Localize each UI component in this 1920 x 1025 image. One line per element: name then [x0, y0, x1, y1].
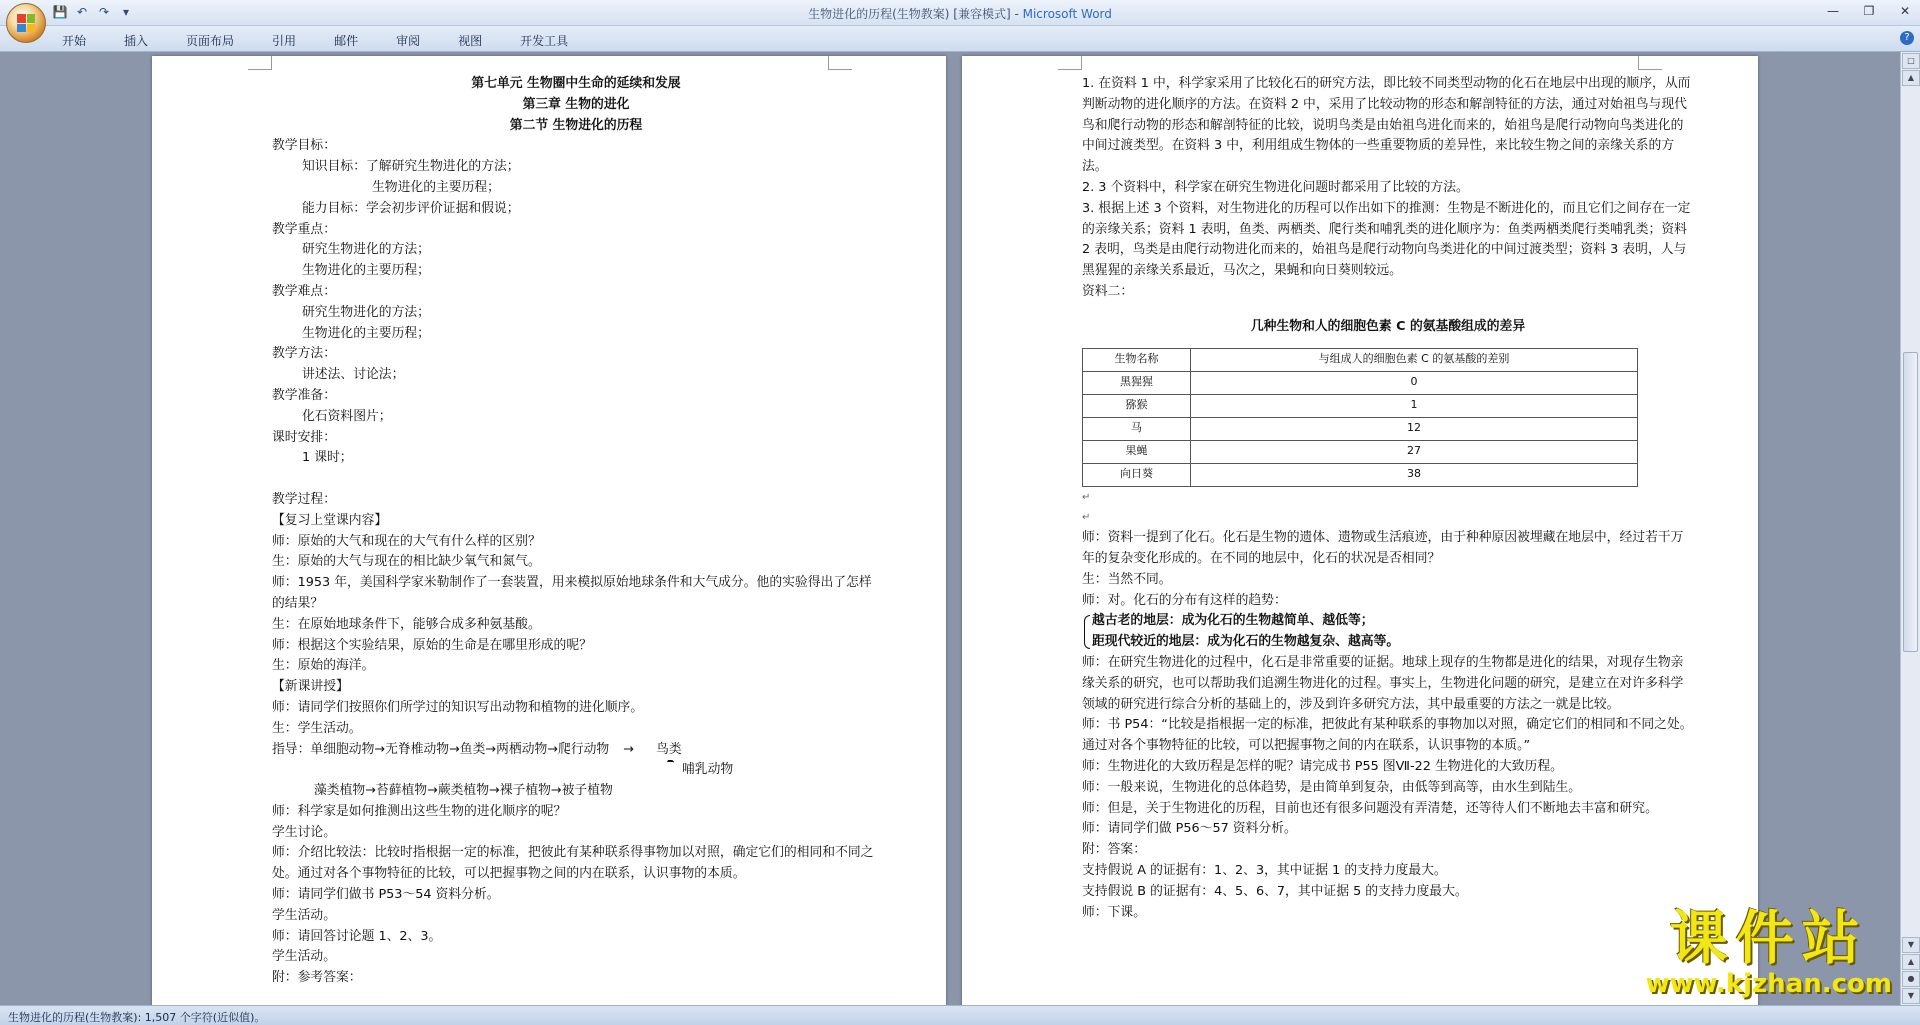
paragraph: 师：对。化石的分布有这样的趋势：	[1082, 592, 1287, 608]
next-page-icon[interactable]: ▼	[1902, 988, 1920, 1004]
minimize-icon[interactable]: —	[1827, 4, 1839, 18]
table-cell[interactable]: 12	[1191, 417, 1638, 440]
ribbon-tab[interactable]: 视图	[458, 34, 483, 48]
paragraph: 生物进化的主要历程；	[302, 263, 430, 279]
paragraph: 教学目标：	[272, 138, 336, 154]
paragraph: 师：请同学们做书 P53～54 资料分析。	[272, 887, 500, 903]
paragraph: 支持假说 A 的证据有：1、2、3，其中证据 1 的支持力度最大。	[1082, 862, 1447, 878]
table-cell[interactable]: 猕猴	[1083, 394, 1191, 417]
document-area[interactable]	[0, 52, 1900, 1005]
paragraph: 师：根据这个实验结果，原始的生命是在哪里形成的呢？	[272, 637, 592, 653]
watermark-main: 课件站	[1669, 904, 1868, 972]
customize-qat-icon[interactable]: ▾	[122, 5, 130, 19]
paragraph: 师：但是，关于生物进化的历程，目前也还有很多问题没有弄清楚，还等待人们不断地去丰富和研究。	[1082, 800, 1658, 816]
ribbon	[0, 26, 1920, 52]
save-icon[interactable]: 💾	[52, 5, 68, 19]
paragraph: 师：请回答讨论题 1、2、3。	[272, 928, 442, 944]
table-row	[1083, 417, 1638, 440]
paragraph: 生物进化的主要历程；	[302, 325, 430, 341]
paragraph: 学生活动。	[272, 949, 336, 965]
guide-mammal-text: 哺乳动物	[682, 762, 734, 778]
ribbon-tab[interactable]: 页面布局	[186, 34, 235, 48]
margin-corner-mark	[828, 56, 852, 70]
paragraph: 讲述法、讨论法；	[302, 367, 405, 383]
ruler-toggle-icon[interactable]: □	[1902, 53, 1920, 69]
guide-animal-line	[272, 740, 880, 761]
paragraph: 生：在原始地球条件下，能够合成多种氨基酸。	[272, 616, 541, 632]
ribbon-tab[interactable]: 审阅	[396, 34, 421, 48]
arrow-right-icon: →	[623, 741, 635, 757]
table-title: 几种生物和人的细胞色素 C 的氨基酸组成的差异	[1250, 318, 1526, 334]
paragraph: 师：书 P54：“比较是指根据一定的标准，把彼此有某种联系的事物加以对照，确定它们的相同和不同之处。通过对各个事物特征的比较，可以把握事物之间的内在联系，认识事物的本质。”	[1082, 717, 1693, 754]
paragraph: 生：原始的海洋。	[272, 658, 375, 674]
close-icon[interactable]: ✕	[1899, 4, 1911, 18]
status-text[interactable]: 生物进化的历程(生物教案): 1,507 个字符(近似值)。	[8, 1011, 266, 1024]
ribbon-tab[interactable]: 开发工具	[520, 34, 569, 48]
scroll-up-icon[interactable]: ▲	[1902, 70, 1920, 86]
watermark	[1645, 904, 1892, 999]
paragraph: 化石资料图片；	[302, 408, 392, 424]
brace-line: 距现代较近的地层：成为化石的生物越复杂、越高等。	[1092, 634, 1400, 650]
table-header-cell[interactable]: 与组成人的细胞色素 C 的氨基酸的差别	[1191, 348, 1638, 371]
page-1-content	[272, 74, 880, 989]
guide-animal-text: 指导：单细胞动物→无脊椎动物→鱼类→两栖动物→爬行动物	[272, 741, 610, 757]
table-cell[interactable]: 黑猩猩	[1083, 371, 1191, 394]
guide-plant-line: 藻类植物→苔藓植物→蕨类植物→裸子植物→被子植物	[314, 783, 613, 799]
paragraph	[272, 469, 880, 490]
brace-block	[1082, 611, 1694, 653]
paragraph: 第三章 生物的进化	[522, 96, 630, 112]
paragraph: 教学准备：	[272, 387, 336, 403]
select-browse-object-icon[interactable]: ●	[1902, 971, 1920, 987]
window-controls	[1822, 2, 1916, 20]
margin-corner-mark	[248, 56, 272, 70]
table-cell[interactable]: 马	[1083, 417, 1191, 440]
window-title-app: Microsoft Word	[1022, 7, 1112, 21]
empty-paragraph: ↵	[1082, 512, 1091, 524]
ribbon-tab[interactable]: 引用	[272, 34, 297, 48]
ribbon-tab[interactable]: 插入	[124, 34, 149, 48]
guide-bird-text: 鸟类	[656, 741, 682, 757]
document-page-1[interactable]	[152, 56, 946, 1005]
paragraph: 【复习上堂课内容】	[272, 512, 388, 528]
paragraph: 生：当然不同。	[1082, 571, 1172, 587]
table-header-row	[1083, 348, 1638, 371]
paragraph: 生物进化的主要历程；	[372, 179, 500, 195]
paragraph: 研究生物进化的方法；	[302, 242, 430, 258]
paragraph: 能力目标：学会初步评价证据和假说；	[302, 200, 520, 216]
cytochrome-table[interactable]	[1082, 348, 1638, 487]
scrollbar-thumb[interactable]	[1903, 352, 1918, 652]
paragraph: 师：请同学们做 P56～57 资料分析。	[1082, 821, 1297, 837]
paragraph: 学生讨论。	[272, 824, 336, 840]
document-page-2[interactable]	[962, 56, 1758, 1005]
table-cell[interactable]: 38	[1191, 463, 1638, 486]
paragraph: 师：生物进化的大致历程是怎样的呢？请完成书 P55 图Ⅶ-22 生物进化的大致历程。	[1082, 758, 1563, 774]
paragraph: 2. 3 个资料中，科学家在研究生物进化问题时都采用了比较的方法。	[1082, 179, 1469, 195]
paragraph: 第七单元 生物圈中生命的延续和发展	[471, 76, 681, 91]
paragraph: 3. 根据上述 3 个资料，对生物进化的历程可以作出如下的推测：生物是不断进化的，而且它们之间存在一定的亲缘关系；资料 1 表明，鱼类、两栖类、爬行类和哺乳类的进化顺序为：鱼类两栖类爬行类哺乳类；资料 2 表明，鸟类是由爬行动物进化而来的，始祖鸟是爬行动物向鸟类进化的中间过渡类型；资料 3 表明，人与黑猩猩的亲缘关系最近，马次之，果蝇和向日葵则较远。	[1082, 200, 1691, 279]
scroll-down-icon[interactable]: ▼	[1902, 937, 1920, 953]
ribbon-tab[interactable]: 邮件	[334, 34, 359, 48]
paragraph: 师：资料一提到了化石。化石是生物的遗体、遗物或生活痕迹，由于种种原因被埋藏在地层中，经过若干万年的复杂变化形成的。在不同的地层中，化石的状况是否相同？	[1082, 530, 1684, 566]
paragraph: 教学过程：	[272, 491, 336, 507]
table-cell[interactable]: 向日葵	[1083, 463, 1191, 486]
table-row	[1083, 440, 1638, 463]
paragraph: 资料二：	[1082, 283, 1134, 299]
paragraph: 学生活动。	[272, 907, 336, 923]
paragraph: 1 课时；	[302, 450, 353, 466]
vertical-scrollbar[interactable]	[1900, 52, 1920, 1005]
paragraph: 师：介绍比较法：比较时指根据一定的标准，把彼此有某种联系得事物加以对照，确定它们的相同和不同之处。通过对各个事物特征的比较，可以把握事物之间的内在联系，认识事物的本质。	[272, 845, 874, 882]
paragraph: 附：答案：	[1082, 842, 1146, 858]
office-button[interactable]	[6, 3, 46, 43]
ribbon-tab[interactable]: 开始	[62, 34, 87, 48]
paragraph: 第二节 生物进化的历程	[509, 117, 643, 133]
status-bar	[0, 1005, 1920, 1025]
paragraph: 支持假说 B 的证据有：4、5、6、7，其中证据 5 的支持力度最大。	[1082, 883, 1468, 899]
paragraph: 师：科学家是如何推测出这些生物的进化顺序的呢？	[272, 803, 567, 819]
table-cell[interactable]: 27	[1191, 440, 1638, 463]
watermark-url: www.kjzhan.com	[1645, 969, 1892, 999]
table-cell[interactable]: 果蝇	[1083, 440, 1191, 463]
table-row	[1083, 394, 1638, 417]
paragraph: 1. 在资料 1 中，科学家采用了比较化石的研究方法，即比较不同类型动物的化石在地层中出现的顺序，从而判断动物的进化顺序的方法。在资料 2 中，采用了比较动物的形态和解剖特征的方法，通过对始祖鸟与现代鸟和爬行动物的形态和解剖特征的比较，说明鸟类是由始祖鸟进化而来的，始祖鸟是爬行动物向鸟类进化的中间过渡类型。在资料 3 中，利用组成生物体的一些重要物质的差异性，来比较生物之间的亲缘关系的方法。	[1082, 76, 1691, 175]
paragraph: 师：1953 年，美国科学家米勒制作了一套装置，用来模拟原始地球条件和大气成分。他的实验得出了怎样的结果？	[272, 575, 872, 611]
paragraph: 知识目标：了解研究生物进化的方法；	[302, 159, 520, 175]
paragraph: 研究生物进化的方法；	[302, 304, 430, 320]
help-icon[interactable]: ?	[1900, 31, 1914, 45]
table-row	[1083, 371, 1638, 394]
paragraph: 生：学生活动。	[272, 720, 362, 736]
paragraph: 师：在研究生物进化的过程中，化石是非常重要的证据。地球上现存的生物都是进化的结果，对现存生物亲缘关系的研究，也可以帮助我们追溯生物进化的过程。事实上，生物进化问题的研究，是建立在对许多科学领域的研究进行综合分析的基础上的，涉及到许多研究方法，其中最重要的方法之一就是比较。	[1082, 654, 1684, 712]
office-logo-icon	[17, 14, 35, 32]
paragraph: 附：参考答案：	[272, 970, 362, 986]
margin-corner-mark	[1638, 56, 1662, 70]
undo-icon[interactable]: ↶	[76, 5, 88, 19]
paragraph: 生：原始的大气与现在的相比缺少氧气和氮气。	[272, 554, 541, 570]
table-cell[interactable]: 1	[1191, 394, 1638, 417]
paragraph: 课时安排：	[272, 429, 336, 445]
title-bar	[0, 0, 1920, 26]
page-2-content	[1082, 74, 1694, 923]
paragraph: 师：下课。	[1082, 904, 1146, 920]
guide-mammal-line	[272, 760, 880, 781]
table-row	[1083, 463, 1638, 486]
paragraph: 师：一般来说，生物进化的总体趋势，是由简单到复杂，由低等到高等，由水生到陆生。	[1082, 779, 1582, 795]
restore-icon[interactable]: ❐	[1863, 4, 1875, 18]
paragraph: 师：原始的大气和现在的大气有什么样的区别？	[272, 533, 541, 549]
brace-line: 越古老的地层：成为化石的生物越简单、越低等；	[1092, 613, 1374, 629]
empty-paragraph: ↵	[1082, 491, 1091, 503]
window-title	[0, 5, 1920, 22]
table-header-cell[interactable]: 生物名称	[1083, 348, 1191, 371]
previous-page-icon[interactable]: ▲	[1902, 954, 1920, 970]
branch-arrow-icon	[642, 760, 678, 768]
paragraph: 教学方法：	[272, 346, 336, 362]
ribbon-tabs	[60, 30, 604, 49]
paragraph: 师：请同学们按照你们所学过的知识写出动物和植物的进化顺序。	[272, 699, 644, 715]
paragraph: 教学难点：	[272, 283, 336, 299]
paragraph: 教学重点：	[272, 221, 336, 237]
table-cell[interactable]: 0	[1191, 371, 1638, 394]
paragraph: 【新课讲授】	[272, 679, 349, 695]
redo-icon[interactable]: ↷	[98, 5, 110, 19]
window-title-doc: 生物进化的历程(生物教案) [兼容模式] -	[808, 7, 1023, 21]
margin-corner-mark	[1058, 56, 1082, 70]
